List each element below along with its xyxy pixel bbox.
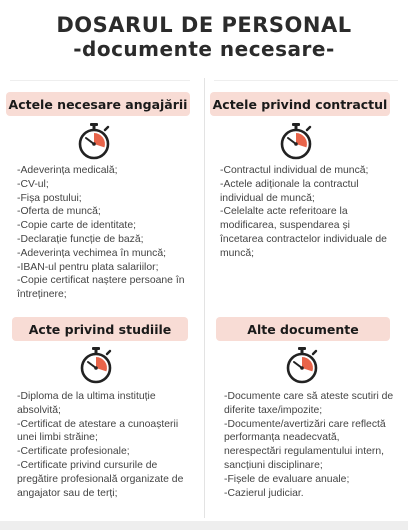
list-item: -Adeverința medicală; — [17, 165, 118, 176]
list-item: -Declarație funcție de bază; — [17, 233, 144, 245]
section-list — [17, 164, 185, 302]
list-item: -Diploma de la ultima instituție — [17, 391, 156, 402]
list-item: încetarea contractelor individuale de — [220, 233, 387, 245]
list-item: diferite taxe/impozite; — [224, 404, 323, 416]
section-list — [17, 390, 183, 500]
list-item: -Cazierul judiciar. — [224, 487, 304, 499]
stopwatch-icon — [282, 346, 322, 386]
list-item: -Documente care să ateste scutiri de — [224, 391, 394, 402]
section-title: Acte privind studiile — [12, 317, 188, 341]
list-item: -CV-ul; — [17, 178, 49, 190]
list-item: -Adeverința vechimea în muncă; — [17, 247, 167, 259]
list-item: întreținere; — [17, 289, 67, 301]
stopwatch-icon — [276, 122, 316, 162]
list-item: -Documente/avertizări care reflectă — [224, 418, 386, 430]
stopwatch-icon — [76, 346, 116, 386]
list-item: -Certificate profesionale; — [17, 446, 130, 458]
list-item: -Certificat de atestare a cunoașterii — [17, 418, 179, 430]
page-title: DOSARUL DE PERSONAL — [56, 13, 352, 37]
divider-top-left — [10, 80, 190, 81]
list-item: -IBAN-ul pentru plata salariilor; — [17, 261, 159, 273]
list-item: modificarea, suspendarea și — [220, 220, 350, 232]
list-item: individual de muncă; — [220, 192, 315, 204]
column-divider — [204, 78, 205, 518]
list-item: -Copie carte de identitate; — [17, 220, 136, 232]
list-item: -Oferta de muncă; — [17, 206, 101, 218]
list-item: nerespectări regulamentului intern, — [224, 446, 384, 458]
list-item: -Copie certificat naștere persoane în — [17, 275, 185, 287]
list-item: -Contractul individual de muncă; — [220, 165, 369, 176]
section-title: Actele privind contractul — [210, 92, 390, 116]
footer-bar — [0, 521, 408, 530]
list-item: -Celelalte acte referitoare la — [220, 206, 348, 218]
list-item: unei limbi străine; — [17, 432, 98, 444]
divider-top-right — [214, 80, 398, 81]
section-title: Actele necesare angajării — [6, 92, 190, 116]
list-item: angajator sau de terți; — [17, 487, 118, 499]
list-item: performanța neadecvată, — [224, 432, 340, 444]
list-item: -Fișele de evaluare anuale; — [224, 473, 350, 485]
list-item: pregătire profesională organizate de — [17, 473, 184, 485]
list-item: absolvită; — [17, 404, 61, 416]
list-item: -Fișa postului; — [17, 192, 82, 204]
list-item: -Certificate privind cursurile de — [17, 459, 158, 471]
list-item: -Actele adiționale la contractul — [220, 178, 359, 190]
section-list — [224, 390, 393, 500]
list-item: muncă; — [220, 247, 255, 259]
stopwatch-icon — [74, 122, 114, 162]
section-title: Alte documente — [216, 317, 390, 341]
section-list — [220, 164, 387, 261]
list-item: sancțiuni disciplinare; — [224, 459, 323, 471]
page-subtitle: -documente necesare- — [73, 37, 335, 61]
